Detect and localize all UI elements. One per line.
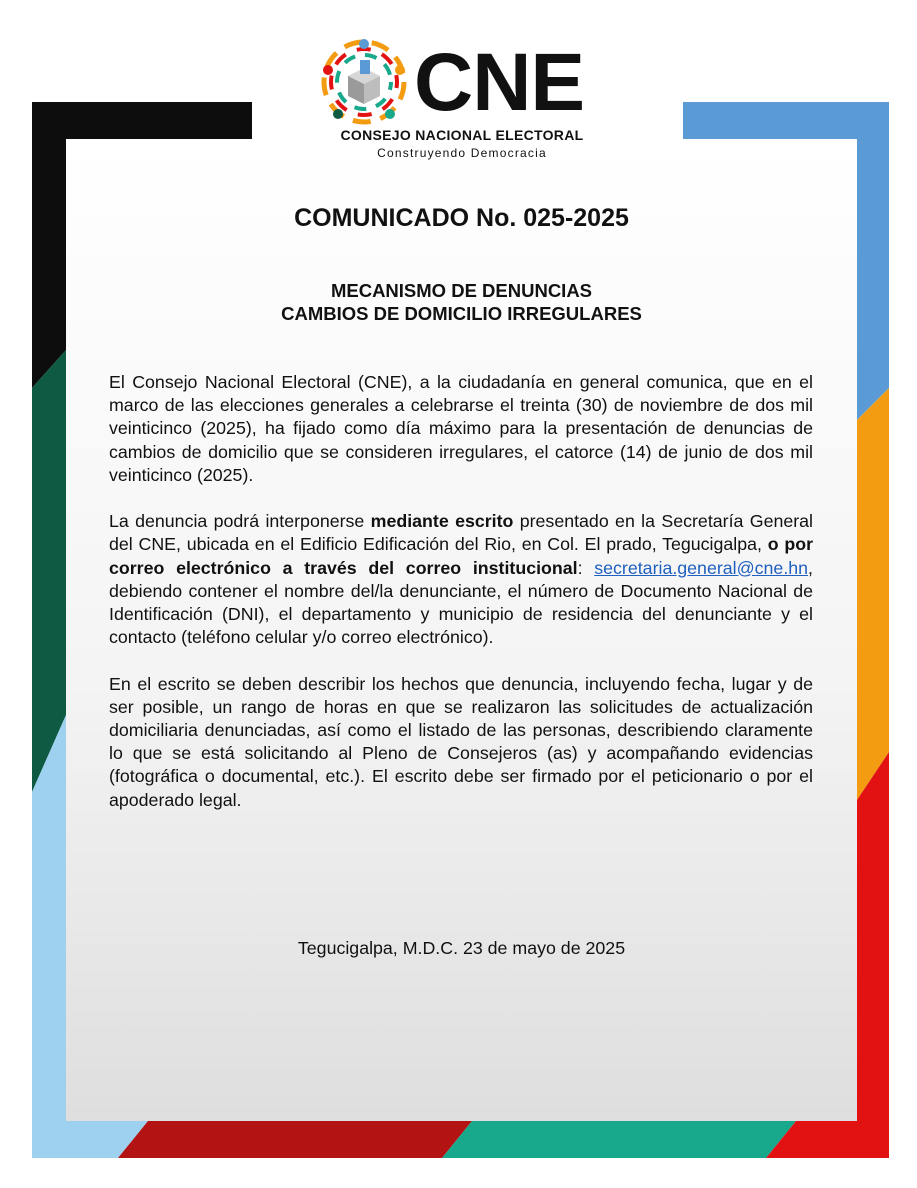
border-bottom-teal (442, 1121, 796, 1158)
paragraph-2-part-4: , debiendo contener el nombre del/la denunciante, el número de Documento Nacional de Identificación (DNI), el departamento y municipio de residencia del denunciante y el contacto (teléfono celular y/o correo electrónico). (109, 557, 813, 648)
border-right-blue (683, 102, 889, 139)
paragraph-2-bold-2: o por correo electrónico a través del correo institucional (109, 534, 813, 578)
paragraph-2 (109, 510, 813, 649)
document-subtitle (66, 279, 857, 325)
border-right-orange (857, 388, 889, 800)
subtitle-line-1: MECANISMO DE DENUNCIAS (330, 280, 593, 301)
subtitle-line-2: CAMBIOS DE DOMICILIO IRREGULARES (281, 303, 642, 324)
border-left-green (32, 350, 66, 792)
document-body (109, 371, 813, 835)
paragraph-2-part-1: La denuncia podrá interponerse (109, 511, 371, 532)
border-left-black-side (32, 102, 66, 388)
paragraph-2-bold-1: mediante escrito (370, 511, 514, 532)
border-right-red (857, 752, 889, 1158)
paragraph-3: En el escrito se deben describir los hechos que denuncia, incluyendo fecha, lugar y de ser posible, un rango de horas en que se realizaron las solicitudes de actualización domiciliaria denunciadas, así como el listado de las personas, describiendo claramente lo que se está solicitando al Pleno de Consejeros (as) y acompañando evidencias (fotográfica o documental, etc.). El escrito debe ser firmado por el peticionario o por el apoderado legal. (109, 673, 813, 810)
border-left-light-blue (32, 715, 66, 1158)
email-link[interactable]: secretaria.general@cne.hn (594, 557, 809, 578)
paragraph-1: El Consejo Nacional Electoral (CNE), a la ciudadanía en general comunica, que en el marco de las elecciones generales a celebrarse el treinta (30) de noviembre de dos mil veinticinco (2025), ha fijado como día máximo para la presentación de denuncias de cambios de domicilio que se consideren irregulares, el catorce (14) de junio de dos mil veinticinco (2025). (109, 372, 813, 485)
paragraph-2-part-2: presentado en la Secretaría General del CNE, ubicada en el Edificio Edificación del Rio, en Col. El prado, Tegucigalpa, (109, 511, 813, 555)
logo-organization-name: CONSEJO NACIONAL ELECTORAL (340, 127, 584, 143)
border-bottom-dark-red (118, 1121, 472, 1158)
document-title: COMUNICADO No. 025-2025 (294, 204, 629, 232)
logo-tagline: Construyendo Democracia (377, 146, 547, 160)
border-right-blue-side (857, 102, 889, 420)
ballot-box-icon (318, 36, 410, 128)
cne-logo (318, 36, 608, 166)
paragraph-2-part-3: : (577, 557, 595, 578)
logo-acronym: CNE (414, 37, 585, 128)
document-date-location: Tegucigalpa, M.D.C. 23 de mayo de 2025 (297, 938, 626, 958)
